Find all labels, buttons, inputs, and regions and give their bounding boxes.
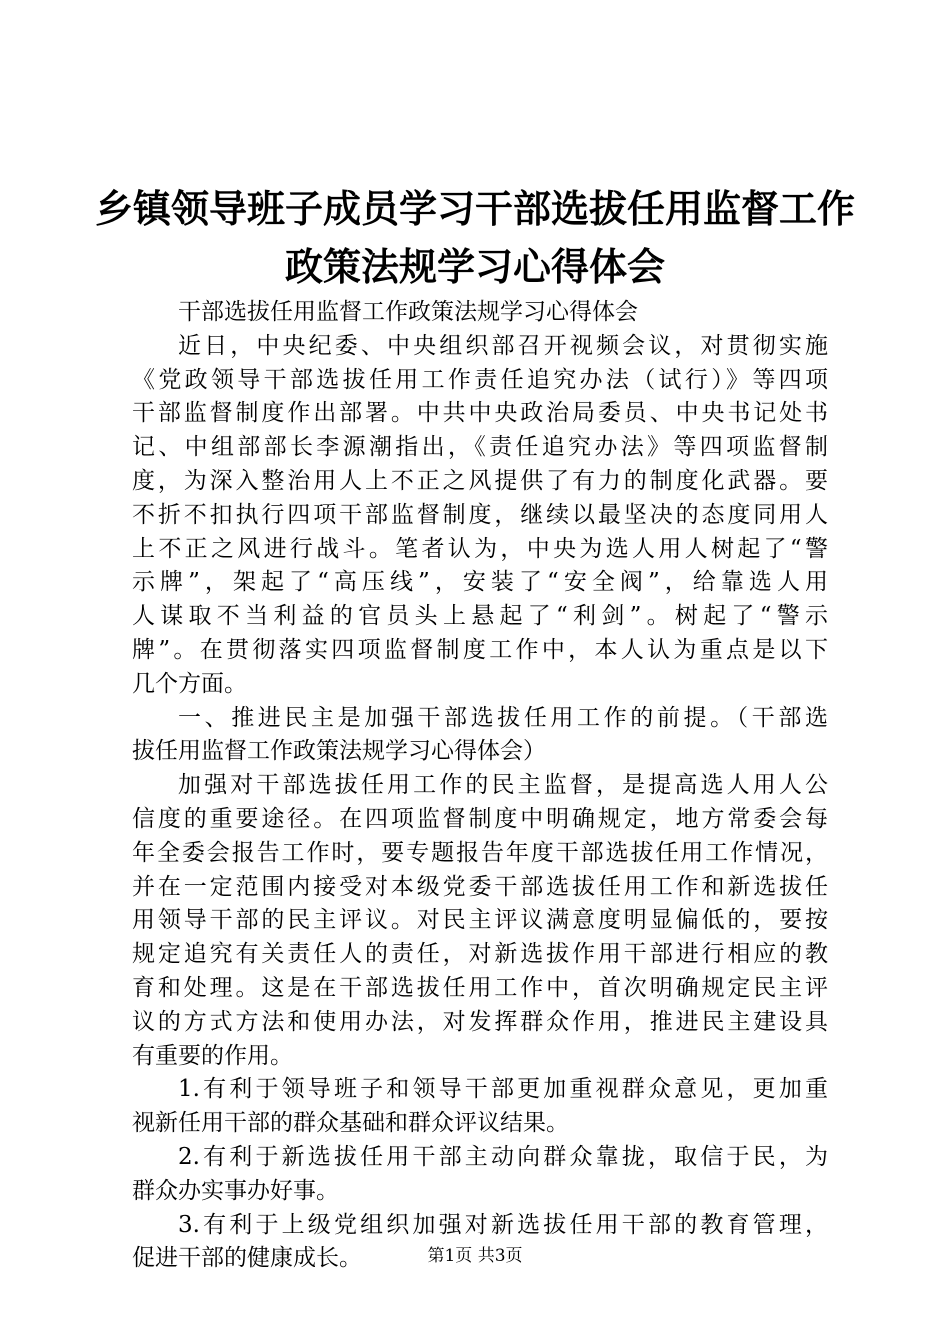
body-text-line: 加强对干部选拔任用工作的民主监督，是提高选人用人公 (178, 772, 828, 799)
body-text-line: 度，为深入整治用人上不正之风提供了有力的制度化武器。要 (132, 467, 828, 494)
body-text-line: 信度的重要途径。在四项监督制度中明确规定，地方常委会每 (132, 805, 828, 832)
body-text-line: 1.有利于领导班子和领导干部更加重视群众意见，更加重 (178, 1076, 828, 1103)
body-text-line: 促进干部的健康成长。 (132, 1245, 362, 1272)
body-text-line: 并在一定范围内接受对本级党委干部选拔任用工作和新选拔任 (132, 873, 828, 900)
body-text-line: 人谋取不当利益的官员头上悬起了“利剑”。树起了“警示 (132, 603, 828, 630)
body-text-line: 育和处理。这是在干部选拔任用工作中，首次明确规定民主评 (132, 974, 828, 1001)
body-text-line: 近日，中央纪委、中央组织部召开视频会议，对贯彻实施 (178, 332, 828, 359)
body-text-line: 干部选拔任用监督工作政策法规学习心得体会 (178, 299, 638, 325)
body-text-line: 群众办实事办好事。 (132, 1177, 339, 1204)
body-text-line: 议的方式方法和使用办法，对发挥群众作用，推进民主建设具 (132, 1008, 828, 1035)
body-text-line: 拔任用监督工作政策法规学习心得体会） (132, 738, 546, 765)
body-text-line: 几个方面。 (132, 670, 247, 697)
body-text-line: 干部监督制度作出部署。中共中央政治局委员、中央书记处书 (132, 400, 828, 427)
body-text-line: 记、中组部部长李源潮指出，《责任追究办法》等四项监督制 (132, 434, 828, 461)
body-text-line: 有重要的作用。 (132, 1042, 293, 1069)
body-text-line: 牌”。在贯彻落实四项监督制度工作中，本人认为重点是以下 (132, 636, 828, 663)
document-title-line-2: 政策法规学习心得体会 (284, 244, 665, 289)
body-text-line: 规定追究有关责任人的责任，对新选拔作用干部进行相应的教 (132, 941, 828, 968)
body-text-line: 上不正之风进行战斗。笔者认为，中央为选人用人树起了“警 (132, 535, 828, 562)
document-body (132, 296, 828, 1276)
body-text-line: 2.有利于新选拔任用干部主动向群众靠拢，取信于民，为 (178, 1143, 828, 1170)
body-text-line: 《党政领导干部选拔任用工作责任追究办法（试行）》等四项 (132, 366, 828, 393)
body-text-line: 不折不扣执行四项干部监督制度，继续以最坚决的态度同用人 (132, 501, 828, 528)
body-text-line: 视新任用干部的群众基础和群众评议结果。 (132, 1110, 569, 1137)
body-text-line: 用领导干部的民主评议。对民主评议满意度明显偏低的，要按 (132, 907, 828, 934)
body-text-line: 一、推进民主是加强干部选拔任用工作的前提。（干部选 (178, 704, 828, 731)
body-text-line: 3.有利于上级党组织加强对新选拔任用干部的教育管理， (178, 1211, 828, 1238)
page-footer: 第1页 共3页 (427, 1246, 523, 1266)
body-text-line: 年全委会报告工作时，要专题报告年度干部选拔任用工作情况， (132, 839, 828, 866)
body-text-line: 示牌”，架起了“高压线”，安装了“安全阀”，给靠选人用 (132, 569, 828, 596)
document-title-line-1: 乡镇领导班子成员学习干部选拔任用监督工作 (94, 186, 855, 231)
